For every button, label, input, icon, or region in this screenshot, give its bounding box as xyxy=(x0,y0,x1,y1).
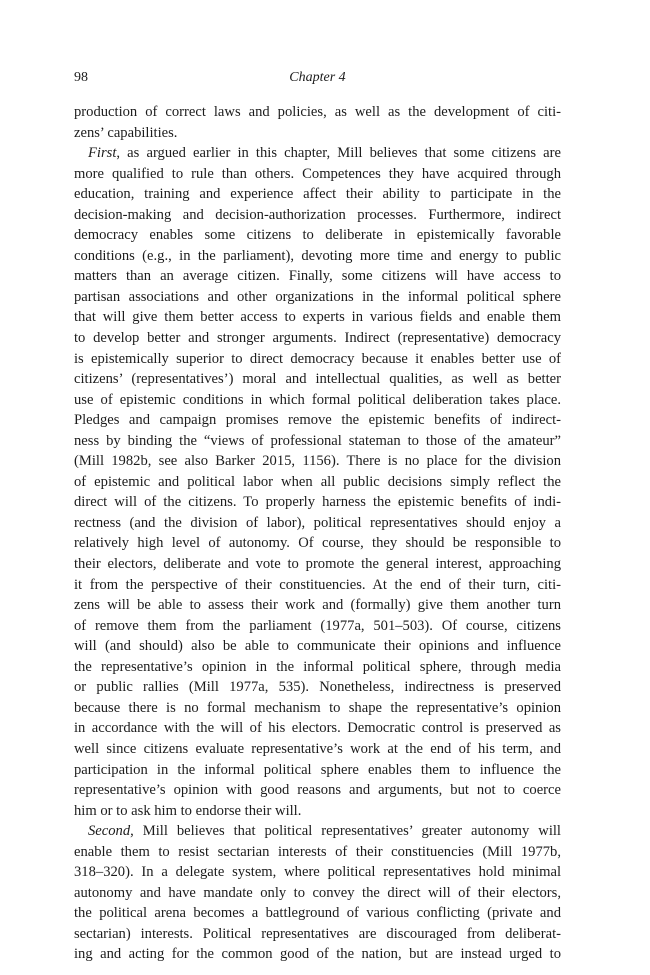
text-line xyxy=(74,266,561,287)
text-line xyxy=(74,307,561,328)
text-line xyxy=(74,842,561,863)
text-line xyxy=(74,349,561,370)
line-text: representative’s opinion with good reasons and arguments, but not to coerce xyxy=(74,782,561,799)
line-text: education, training and experience affect their ability to participate in the xyxy=(74,186,561,203)
text-line xyxy=(74,821,561,842)
text-line xyxy=(74,513,561,534)
text-line xyxy=(74,184,561,205)
text-line xyxy=(74,657,561,678)
line-text: production of correct laws and policies, as well as the development of citi- xyxy=(74,104,561,120)
page-number: 98 xyxy=(74,70,88,85)
line-text: (Mill 1982b, see also Barker 2015, 1156). There is no place for the division xyxy=(74,453,561,470)
line-text: the representative’s opinion in the informal political sphere, through media xyxy=(74,658,561,675)
text-line xyxy=(74,944,561,965)
line-text: decision-making and decision-authorization processes. Furthermore, indirect xyxy=(74,206,561,223)
italic-lead: First xyxy=(88,145,117,162)
text-line xyxy=(74,780,561,801)
text-line xyxy=(74,595,561,616)
line-text: ing and acting for the common good of the nation, but are instead urged to xyxy=(74,946,561,963)
italic-lead: Second xyxy=(88,823,131,840)
line-text: zens’ capabilities. xyxy=(74,124,178,141)
text-line xyxy=(74,739,561,760)
text-line xyxy=(74,801,561,822)
line-text: zens will be able to assess their work and (formally) give them another turn xyxy=(74,597,561,614)
text-line xyxy=(74,451,561,472)
text-line xyxy=(74,102,561,123)
text-line xyxy=(74,760,561,781)
line-text: him or to ask him to endorse their will. xyxy=(74,802,302,819)
line-text: partisan associations and other organizations in the informal political sphere xyxy=(74,288,561,305)
text-line xyxy=(74,862,561,883)
line-text: relatively high level of autonomy. Of course, they should be responsible to xyxy=(74,535,561,552)
text-line xyxy=(74,164,561,185)
line-text: in accordance with the will of his electors. Democratic control is preserved as xyxy=(74,720,561,737)
line-text: conditions (e.g., in the parliament), devoting more time and energy to public xyxy=(74,247,561,264)
line-text: well since citizens evaluate representative’s work at the end of his term, and xyxy=(74,740,561,757)
text-line xyxy=(74,698,561,719)
line-text: autonomy and have mandate only to convey the direct will of their electors, xyxy=(74,884,561,901)
text-line xyxy=(74,903,561,924)
line-text: to develop better and stronger arguments. Indirect (representative) democracy xyxy=(74,330,561,347)
text-line xyxy=(74,410,561,431)
line-text: because there is no formal mechanism to shape the representative’s opinion xyxy=(74,699,561,716)
line-text: citizens’ (representatives’) moral and intellectual qualities, as well as better xyxy=(74,371,561,388)
text-line xyxy=(74,718,561,739)
text-line xyxy=(74,883,561,904)
line-text: that will give them better access to experts in various fields and enable them xyxy=(74,309,561,326)
running-head: Chapter 4 xyxy=(289,70,346,85)
line-text: Pledges and campaign promises remove the epistemic benefits of indirect- xyxy=(74,412,561,429)
text-line xyxy=(74,225,561,246)
text-line xyxy=(74,246,561,267)
text-line xyxy=(74,533,561,554)
text-line xyxy=(74,205,561,226)
line-text: their electors, deliberate and vote to promote the general interest, approaching xyxy=(74,556,561,573)
text-line xyxy=(74,143,561,164)
line-text: , as argued earlier in this chapter, Mill believes that some citizens are xyxy=(116,145,561,162)
text-line xyxy=(74,431,561,452)
line-text: will (and should) also be able to communicate their opinions and influence xyxy=(74,638,561,655)
line-text: matters than an average citizen. Finally, some citizens will have access to xyxy=(74,268,561,285)
text-line xyxy=(74,924,561,945)
line-text: democracy enables some citizens to deliberate in epistemically favorable xyxy=(74,227,561,244)
text-line xyxy=(74,287,561,308)
text-line xyxy=(74,636,561,657)
line-text: it from the perspective of their constituencies. At the end of their turn, citi- xyxy=(74,576,561,593)
line-text: direct will of the citizens. To properly harness the epistemic benefits of indi- xyxy=(74,494,561,511)
line-text: participation in the informal political sphere enables them to influence the xyxy=(74,761,561,778)
text-line xyxy=(74,123,561,144)
line-text: sectarian) interests. Political representatives are discouraged from deliberat- xyxy=(74,925,561,942)
text-line xyxy=(74,328,561,349)
line-text: of epistemic and political labor when all public decisions simply reflect the xyxy=(74,473,561,490)
line-text: , Mill believes that political representatives’ greater autonomy will xyxy=(130,823,561,840)
line-text: is epistemically superior to direct democracy because it enables better use of xyxy=(74,350,561,367)
line-text: ness by binding the “views of professional stateman to those of the amateur” xyxy=(74,432,561,449)
line-text: the political arena becomes a battleground of various conflicting (private and xyxy=(74,905,561,922)
line-text: enable them to resist sectarian interests of their constituencies (Mill 1977b, xyxy=(74,843,561,860)
text-line xyxy=(74,369,561,390)
text-line xyxy=(74,492,561,513)
body-text xyxy=(74,102,561,965)
line-text: 318–320). In a delegate system, where political representatives hold minimal xyxy=(74,864,561,881)
text-line xyxy=(74,472,561,493)
page-header xyxy=(74,68,561,88)
text-line xyxy=(74,616,561,637)
text-line xyxy=(74,554,561,575)
line-text: or public rallies (Mill 1977a, 535). Nonetheless, indirectness is preserved xyxy=(74,679,561,696)
line-text: of remove them from the parliament (1977a, 501–503). Of course, citizens xyxy=(74,617,561,634)
text-line xyxy=(74,390,561,411)
line-text: rectness (and the division of labor), political representatives should enjoy a xyxy=(74,514,561,531)
text-line xyxy=(74,575,561,596)
line-text: use of epistemic conditions in which formal political deliberation takes place. xyxy=(74,391,561,408)
text-line xyxy=(74,677,561,698)
line-text: more qualified to rule than others. Competences they have acquired through xyxy=(74,165,561,182)
